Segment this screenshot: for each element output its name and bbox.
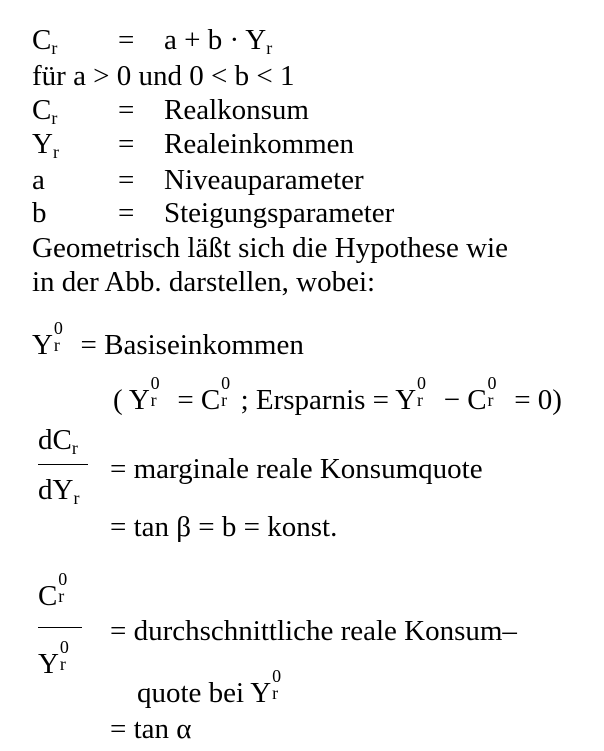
symbol-c: C — [32, 24, 52, 56]
condition-line: für a > 0 und 0 < b < 1 — [32, 60, 295, 92]
tan-beta-line: = tan β = b = konst. — [110, 511, 338, 543]
superscript-0: 0 — [58, 568, 68, 589]
superscript-0: 0 — [272, 665, 282, 686]
definition-cr — [32, 94, 309, 129]
definition-yr — [32, 128, 355, 163]
paragraph-line-2: in der Abb. darstellen, wobei: — [32, 266, 376, 298]
continuation-text: quote bei Y — [137, 677, 272, 709]
subscript-r: r — [58, 586, 65, 607]
symbol-y: Y — [32, 329, 53, 361]
subscript-r: r — [272, 683, 279, 704]
fraction-numerator-cr0 — [38, 568, 78, 612]
superscript-0: 0 — [487, 372, 497, 393]
subscript-r: r — [51, 108, 58, 129]
definition-text: Realeinkommen — [164, 128, 355, 160]
symbol-c: C — [32, 94, 52, 126]
numerator-text: C — [38, 580, 58, 612]
subscript-r: r — [487, 390, 494, 411]
fraction-numerator-dcr — [38, 424, 78, 459]
denominator-text: dY — [38, 474, 74, 506]
definition-b — [32, 199, 394, 228]
consumption-function-line — [32, 24, 273, 59]
fraction-denominator-yr0 — [38, 636, 79, 680]
equals-sign: = — [118, 94, 135, 126]
superscript-0: 0 — [417, 372, 427, 393]
quote-continuation-line — [137, 665, 292, 709]
symbol-a: a — [32, 164, 45, 196]
subscript-r: r — [59, 654, 66, 675]
savings-text: ; Ersparnis = Y — [240, 384, 417, 416]
superscript-0: 0 — [53, 317, 63, 338]
function-rhs: a + b · Y — [164, 24, 267, 56]
symbol-b: b — [32, 197, 47, 229]
symbol-y: Y — [32, 128, 53, 160]
equals-zero: = 0) — [506, 384, 562, 416]
subscript-r: r — [51, 38, 58, 59]
denominator-text: Y — [38, 648, 59, 680]
equals-sign: = — [118, 24, 135, 56]
subscript-r: r — [53, 335, 60, 356]
subscript-r: r — [73, 488, 80, 509]
equals-sign: = — [118, 128, 135, 160]
paragraph-line-1: Geometrisch läßt sich die Hypothese wie — [32, 232, 508, 264]
subscript-r: r — [52, 142, 59, 163]
definition-text: Steigungsparameter — [164, 197, 395, 229]
equals-sign: = — [118, 197, 135, 229]
superscript-0: 0 — [150, 372, 160, 393]
average-propensity-text: = durchschnittliche reale Konsum– — [110, 615, 517, 647]
superscript-0: 0 — [59, 636, 69, 657]
subscript-r: r — [150, 390, 157, 411]
subscript-r: r — [266, 38, 273, 59]
minus-c: − C — [436, 384, 487, 416]
definition-a — [32, 166, 364, 195]
base-income-line — [32, 317, 304, 361]
numerator-text: dC — [38, 424, 72, 456]
equals-sign: = — [118, 164, 135, 196]
equilibrium-condition-line — [113, 372, 562, 416]
fraction-denominator-dyr — [38, 474, 80, 509]
equals-c: = C — [170, 384, 221, 416]
marginal-propensity-text: = marginale reale Konsumquote — [110, 453, 483, 485]
definition-text: Niveauparameter — [164, 164, 364, 196]
definition-text: = Basiseinkommen — [80, 329, 304, 361]
fraction-bar — [38, 627, 82, 628]
subscript-r: r — [221, 390, 228, 411]
subscript-r: r — [417, 390, 424, 411]
subscript-r: r — [71, 438, 78, 459]
paren-open-y: ( Y — [113, 384, 150, 416]
superscript-0: 0 — [221, 372, 231, 393]
definition-text: Realkonsum — [164, 94, 309, 126]
fraction-bar — [38, 464, 88, 465]
tan-alpha-line: = tan α — [110, 713, 192, 745]
